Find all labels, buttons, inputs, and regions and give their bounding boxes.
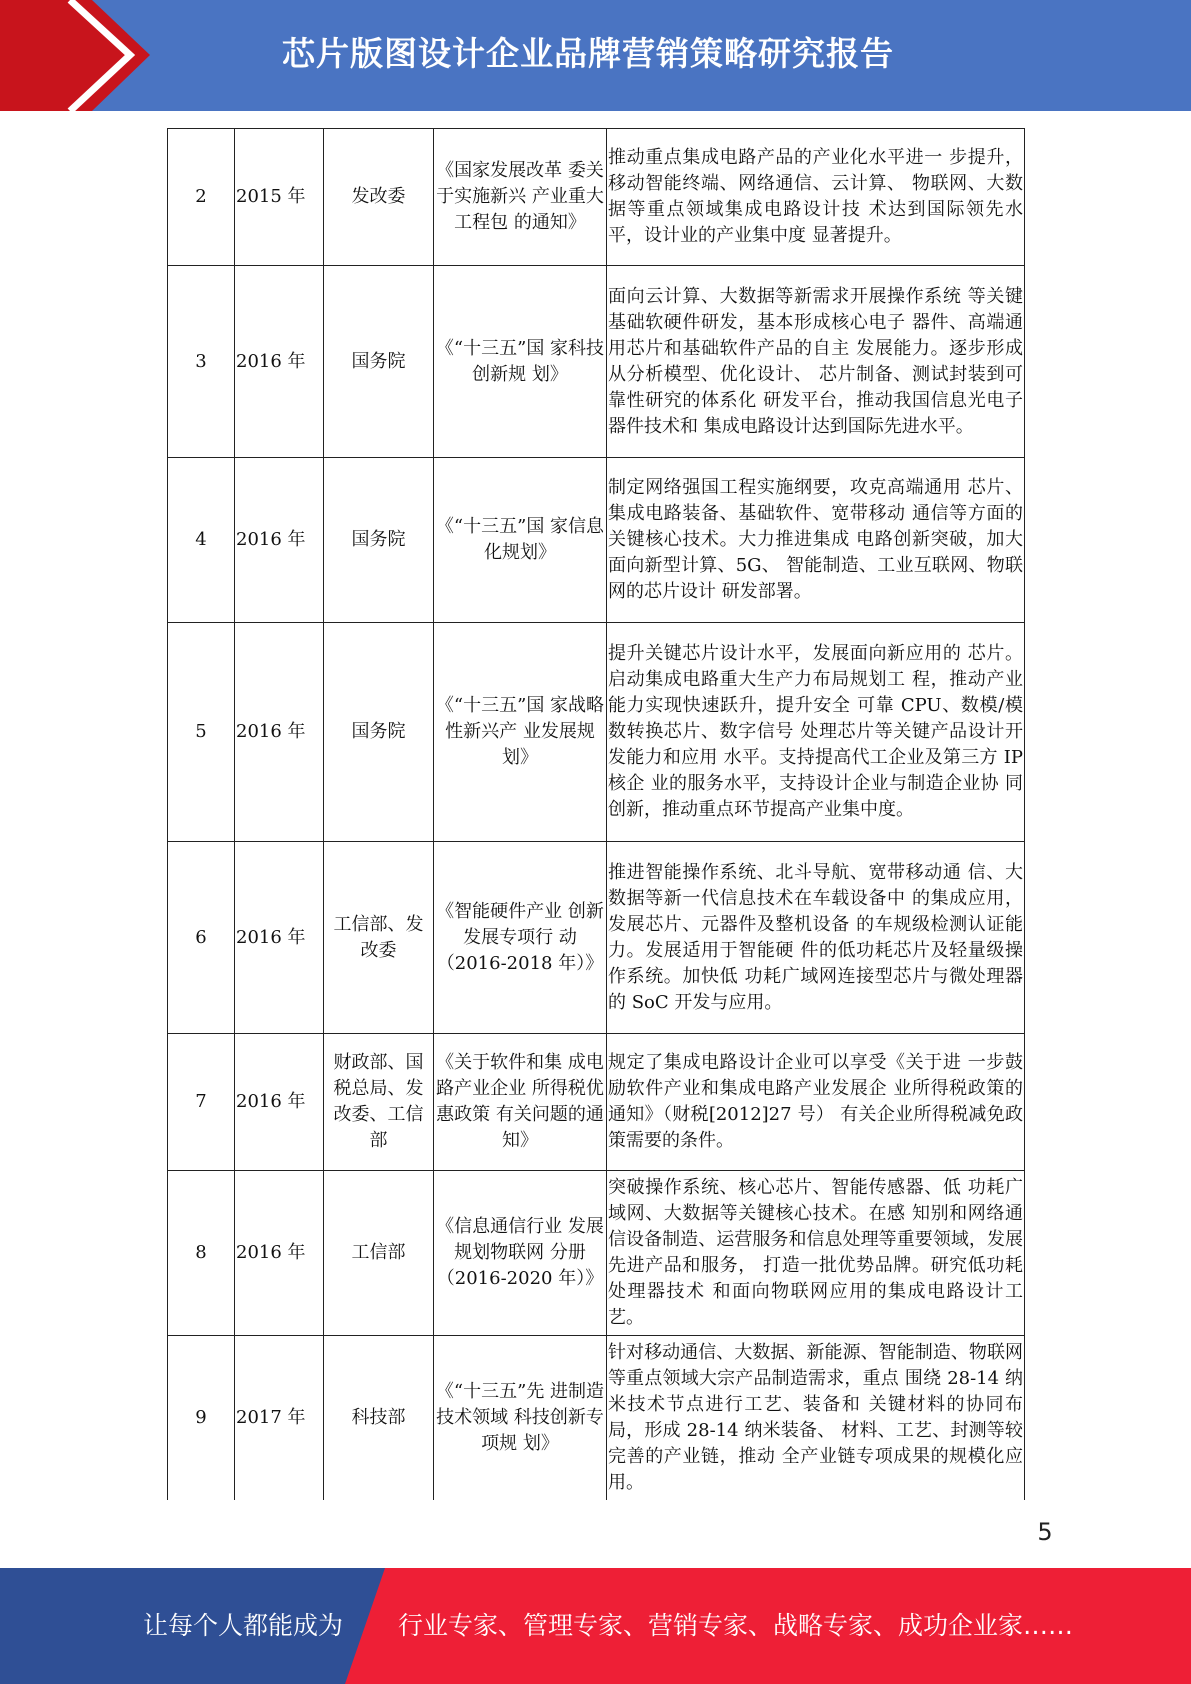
row-content: 制定网络强国工程实施纲要，攻克高端通用 芯片、集成电路装备、基础软件、宽带移动 通信等方面的关键核心技术。大力推进集成 电路创新突破，加大面向新型计算、5G、 智能制造、工业互联网、物联网的芯片设计 研发部署。 <box>607 458 1025 623</box>
row-document: 《“十三五”国 家信息化规划》 <box>434 458 607 623</box>
footer-slogan-right: 行业专家、管理专家、营销专家、战略专家、成功企业家…… <box>398 1611 1074 1640</box>
row-year: 2016 年 <box>235 266 324 458</box>
page-header <box>0 0 1191 111</box>
header-arrow-decoration <box>0 0 150 111</box>
row-content: 针对移动通信、大数据、新能源、智能制造、物联网等重点领域大宗产品制造需求，重点 围绕 28-14 纳米技术节点进行工艺、装备和 关键材料的协同布局，形成 28-14 纳米装备、 材料、工艺、封测等较完善的产业链，推动 全产业链专项成果的规模化应用。 <box>607 1336 1025 1500</box>
row-year: 2016 年 <box>235 458 324 623</box>
row-number: 3 <box>168 266 235 458</box>
row-year: 2016 年 <box>235 623 324 842</box>
row-content: 推进智能操作系统、北斗导航、宽带移动通 信、大数据等新一代信息技术在车载设备中 的集成应用，发展芯片、元器件及整机设备 的车规级检测认证能力。发展适用于智能硬 件的低功耗芯片及轻量级操作系统。加快低 功耗广域网连接型芯片与微处理器的 SoC 开发与应用。 <box>607 842 1025 1034</box>
table-row <box>168 266 1025 458</box>
row-content: 推动重点集成电路产品的产业化水平进一 步提升，移动智能终端、网络通信、云计算、 物联网、大数据等重点领域集成电路设计技 术达到国际领先水平，设计业的产业集中度 显著提升。 <box>607 129 1025 266</box>
row-department: 财政部、国税总局、发改委、工信部 <box>324 1034 434 1171</box>
row-document: 《国家发展改革 委关于实施新兴 产业重大工程包 的通知》 <box>434 129 607 266</box>
row-department: 国务院 <box>324 623 434 842</box>
row-year: 2016 年 <box>235 1034 324 1171</box>
report-title: 芯片版图设计企业品牌营销策略研究报告 <box>282 34 894 73</box>
row-document: 《关于软件和集 成电路产业企业 所得税优惠政策 有关问题的通 知》 <box>434 1034 607 1171</box>
table-row <box>168 842 1025 1034</box>
row-department: 国务院 <box>324 266 434 458</box>
row-document: 《“十三五”国 家战略性新兴产 业发展规划》 <box>434 623 607 842</box>
row-document: 《“十三五”先 进制造技术领域 科技创新专项规 划》 <box>434 1336 607 1500</box>
table-row <box>168 458 1025 623</box>
row-department: 工信部 <box>324 1171 434 1336</box>
row-department: 国务院 <box>324 458 434 623</box>
row-number: 4 <box>168 458 235 623</box>
table-row <box>168 623 1025 842</box>
policy-table <box>167 128 1025 1500</box>
row-document: 《智能硬件产业 创新发展专项行 动（2016-2018 年）》 <box>434 842 607 1034</box>
table-row <box>168 1171 1025 1336</box>
row-number: 2 <box>168 129 235 266</box>
table-row <box>168 129 1025 266</box>
row-number: 9 <box>168 1336 235 1500</box>
table-row <box>168 1034 1025 1171</box>
row-content: 规定了集成电路设计企业可以享受《关于进 一步鼓励软件产业和集成电路产业发展企 业所得税政策的通知》（财税[2012]27 号） 有关企业所得税减免政策需要的条件。 <box>607 1034 1025 1171</box>
row-department: 工信部、发改委 <box>324 842 434 1034</box>
row-number: 8 <box>168 1171 235 1336</box>
row-content: 突破操作系统、核心芯片、智能传感器、低 功耗广域网、大数据等关键核心技术。在感 知别和网络通信设备制造、运营服务和信息处理等重要领域，发展先进产品和服务， 打造一批优势品牌。研究低功耗处理器技术 和面向物联网应用的集成电路设计工艺。 <box>607 1171 1025 1336</box>
page-footer <box>0 1568 1191 1684</box>
row-document: 《“十三五”国 家科技创新规 划》 <box>434 266 607 458</box>
row-year: 2017 年 <box>235 1336 324 1500</box>
page-number: 5 <box>1037 1518 1053 1546</box>
row-department: 发改委 <box>324 129 434 266</box>
row-year: 2015 年 <box>235 129 324 266</box>
footer-slogan-left: 让每个人都能成为 <box>143 1611 344 1640</box>
row-document: 《信息通信行业 发展规划物联网 分册（2016-2020 年）》 <box>434 1171 607 1336</box>
row-number: 7 <box>168 1034 235 1171</box>
row-number: 6 <box>168 842 235 1034</box>
row-content: 提升关键芯片设计水平，发展面向新应用的 芯片。启动集成电路重大生产力布局规划工 程，推动产业能力实现快速跃升，提升安全 可靠 CPU、数模/模数转换芯片、数字信号 处理芯片等关键产品设计开发能力和应用 水平。支持提高代工企业及第三方 IP 核企 业的服务水平，支持设计企业与制造企业协 同创新，推动重点环节提高产业集中度。 <box>607 623 1025 842</box>
row-department: 科技部 <box>324 1336 434 1500</box>
row-year: 2016 年 <box>235 1171 324 1336</box>
row-year: 2016 年 <box>235 842 324 1034</box>
table-row <box>168 1336 1025 1500</box>
row-number: 5 <box>168 623 235 842</box>
row-content: 面向云计算、大数据等新需求开展操作系统 等关键基础软硬件研发，基本形成核心电子 器件、高端通用芯片和基础软件产品的自主 发展能力。逐步形成从分析模型、优化设计、 芯片制备、测试封装到可靠性研究的体系化 研发平台，推动我国信息光电子器件技术和 集成电路设计达到国际先进水平。 <box>607 266 1025 458</box>
